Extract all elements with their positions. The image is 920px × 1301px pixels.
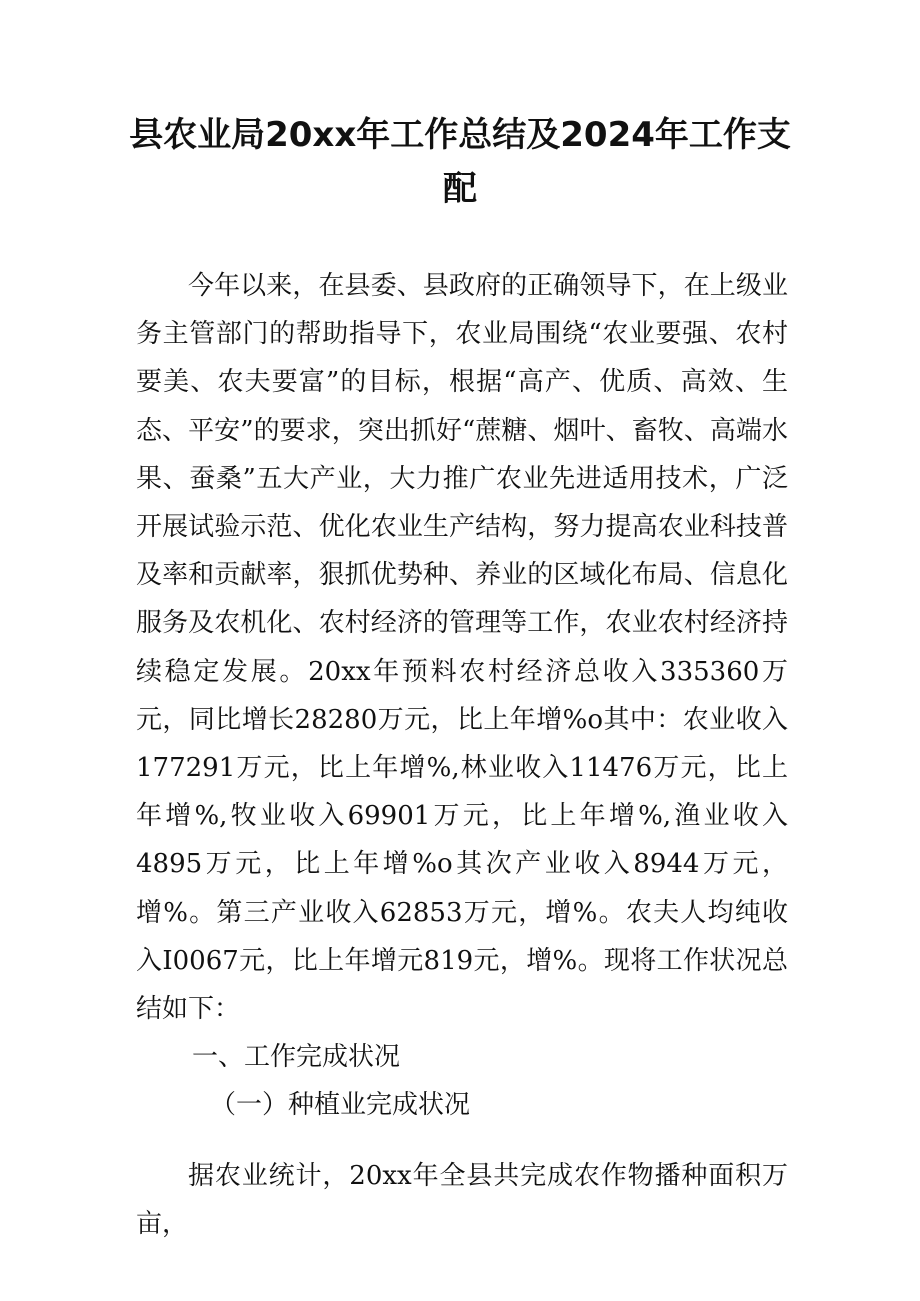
subsection-heading-planting: （一）种植业完成状况	[210, 1090, 471, 1121]
paragraph-spacer	[136, 1130, 788, 1152]
document-body	[136, 262, 788, 1248]
document-title: 县农业局20xx年工作总结及2024年工作支配	[129, 115, 791, 209]
planting-paragraph: 据农业统计，20xx年全县共完成农作物播种面积万亩，	[136, 1160, 788, 1239]
section-heading-work-status: 一、工作完成状况	[192, 1042, 401, 1073]
intro-paragraph: 今年以来，在县委、县政府的正确领导下，在上级业务主管部门的帮助指导下，农业局围绕“农业要强、农村要美、农夫要富”的目标，根据“高产、优质、高效、生态、平安”的要求，突出抓好“蔗糖、烟叶、畜牧、高端水果、蚕桑”五大产业，大力推广农业先进适用技术，广泛开展试验示范、优化农业生产结构，努力提高农业科技普及率和贡献率，狠抓优势种、养业的区域化布局、信息化服务及农机化、农村经济的管理等工作，农业农村经济持续稳定发展。20xx年预料农村经济总收入335360万元，同比增长28280万元，比上年增%o其中：农业收入177291万元，比上年增%,林业收入11476万元，比上年增%,牧业收入69901万元，比上年增%,渔业收入4895万元，比上年增%o其次产业收入8944万元，增%。第三产业收入62853万元，增%。农夫人均纯收入I0067元，比上年增元819元，增%。现将工作状况总结如下：	[136, 271, 788, 1025]
